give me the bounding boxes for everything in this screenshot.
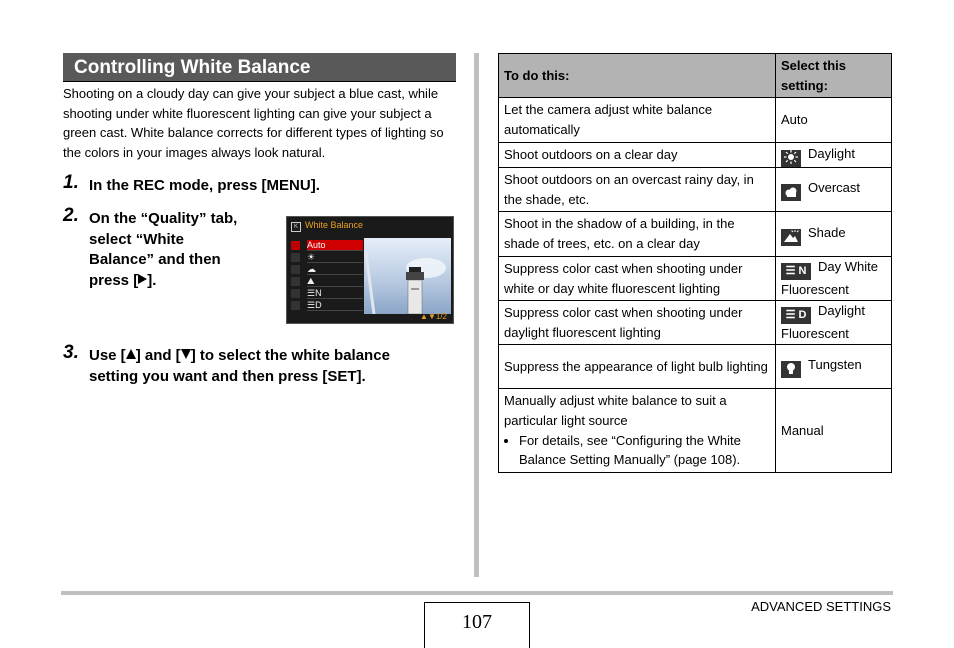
table-row: Suppress the appearance of light bulb lighting Tungsten xyxy=(499,345,892,389)
table-row: Let the camera adjust white balance automatically Auto xyxy=(499,98,892,143)
daylight-fluorescent-icon: ☰ D xyxy=(781,307,811,324)
step-2-line-1: On the “Quality” tab, xyxy=(89,210,238,227)
table-row: Shoot outdoors on a clear day Daylight xyxy=(499,143,892,168)
day-white-fluorescent-icon: ☰ N xyxy=(781,263,811,280)
down-arrow-icon xyxy=(181,349,191,359)
step-3-line-1: Use [ ] and [ ] to select the white balance xyxy=(89,347,390,364)
table-header-action: To do this: xyxy=(499,54,776,98)
table-row: Suppress color cast when shooting under daylight fluorescent lighting ☰ D Daylight Fluorescent xyxy=(499,301,892,345)
step-2-line-2: select “White xyxy=(89,230,185,248)
footer-rule xyxy=(61,591,893,595)
lcd-option-daylight-fluor xyxy=(291,300,363,311)
step-1 xyxy=(63,172,443,198)
section-title: Controlling White Balance xyxy=(63,53,456,82)
step-3-line-2: setting you want and then press [SET]. xyxy=(89,367,366,385)
table-header-row xyxy=(499,54,892,98)
step-2-line-4: press [ ]. xyxy=(89,271,157,289)
lcd-page-indicator: ▲▼1/2 xyxy=(420,312,447,321)
step-2-line-3: Balance” and then xyxy=(89,251,221,268)
lcd-title: K White Balance xyxy=(291,220,363,232)
step-2 xyxy=(63,205,283,293)
table-row: Shoot outdoors on an overcast rainy day, in the shade, etc. Overcast xyxy=(499,168,892,212)
up-arrow-icon xyxy=(126,349,136,359)
page-number: 107 xyxy=(424,602,530,648)
daylight-icon: ☀ xyxy=(307,252,363,263)
daylight-icon xyxy=(781,150,801,167)
table-note: • For details, see “Configuring the White Balance Setting Manually” (page 108). xyxy=(519,431,770,470)
right-arrow-icon xyxy=(138,274,147,284)
lcd-option-shade xyxy=(291,276,363,287)
section-label: ADVANCED SETTINGS xyxy=(751,599,891,614)
lcd-option-daylight xyxy=(291,252,363,263)
table-row: Manually adjust white balance to suit a particular light source • For details, see “Configuring the White Balance Setting Manually” (page 108). Manual xyxy=(499,389,892,473)
table-row: Suppress color cast when shooting under white or day white fluorescent lighting ☰ N Day White Fluorescent xyxy=(499,257,892,301)
lighthouse-photo xyxy=(364,238,451,314)
step-3 xyxy=(63,342,463,390)
overcast-icon xyxy=(781,184,801,201)
step-3-number: 3. xyxy=(63,342,79,363)
quality-tab-icon: K xyxy=(291,222,301,232)
table-header-setting: Select this setting: xyxy=(776,54,892,98)
shade-icon xyxy=(781,229,801,246)
tungsten-icon xyxy=(781,361,801,378)
white-balance-table xyxy=(498,53,892,473)
step-1-number: 1. xyxy=(63,172,79,193)
intro-paragraph: Shooting on a cloudy day can give your subject a blue cast, while shooting under white fluorescent lighting can give your subject a green cast. White balance corrects for different types of lighting so the colors in your images always look natural. xyxy=(63,86,444,160)
camera-menu-screenshot xyxy=(286,216,454,324)
lcd-option-overcast xyxy=(291,264,363,275)
step-1-text: In the REC mode, press [MENU]. xyxy=(89,177,320,194)
daylight-fluorescent-icon: ☰D xyxy=(307,300,363,311)
lcd-option-auto: Auto xyxy=(291,240,363,251)
step-2-number: 2. xyxy=(63,205,79,226)
lcd-option-day-white xyxy=(291,288,363,299)
day-white-fluorescent-icon: ☰N xyxy=(307,288,363,299)
column-divider xyxy=(474,53,479,577)
table-row: Shoot in the shadow of a building, in the shade of trees, etc. on a clear day Shade xyxy=(499,212,892,257)
overcast-icon: ☁ xyxy=(307,264,363,275)
shade-icon: ⛰ xyxy=(307,276,363,287)
